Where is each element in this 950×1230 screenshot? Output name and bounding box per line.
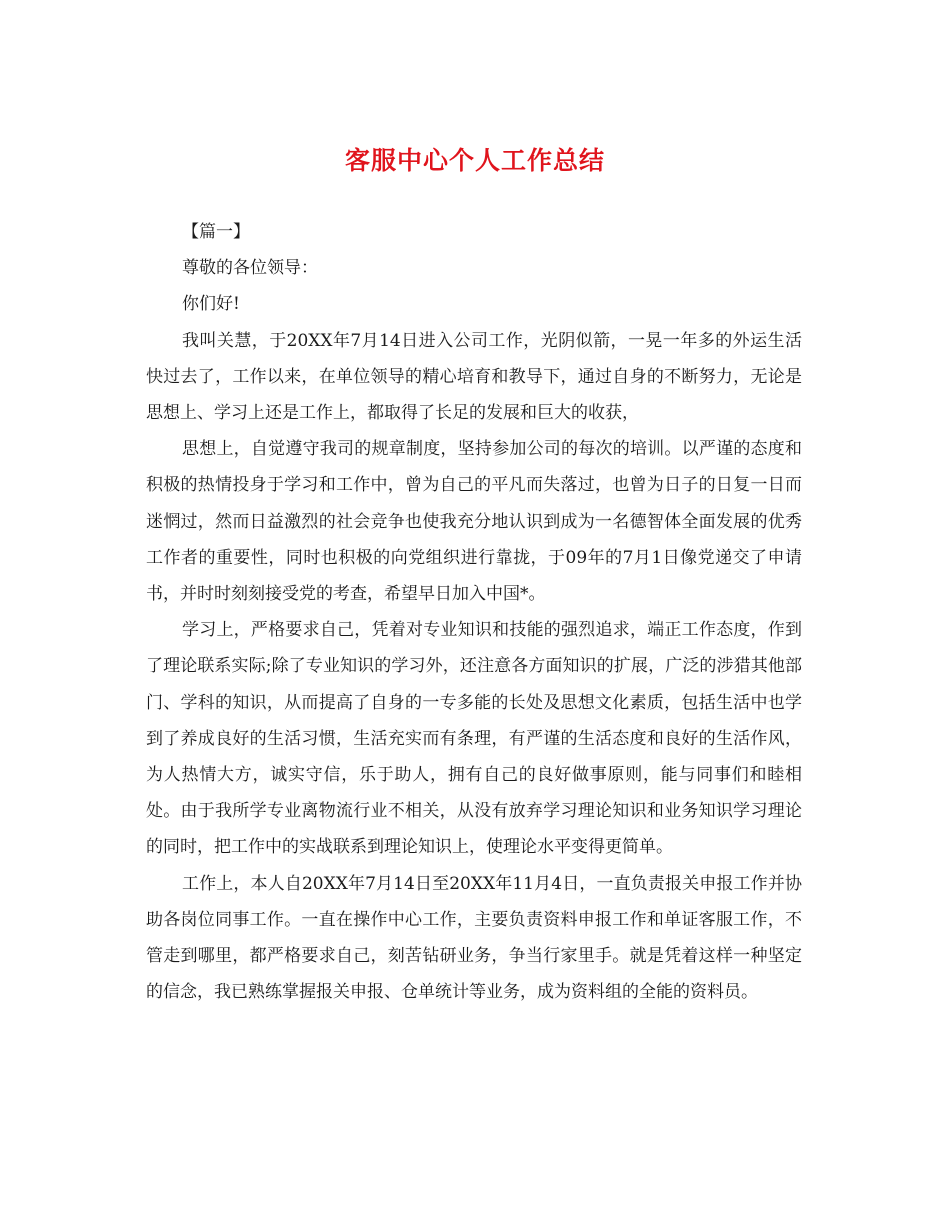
salutation: 尊敬的各位领导： [182, 258, 318, 279]
greeting: 你们好! [182, 294, 240, 315]
document-title: 客服中心个人工作总结 [344, 146, 605, 175]
paragraph-thought: 思想上，自觉遵守我司的规章制度，坚持参加公司的每次的培训。以严谨的态度和积极的热情投身于学习和工作中，曾为自己的平凡而失落过，也曾为日子的日复一日而迷惘过，然而日益激烈的社会竞争也使我充分地认识到成为一名德智体全面发展的优秀工作者的重要性，同时也积极的向党组织进行靠拢，于09年的7月1日像党递交了申请书，并时时刻刻接受党的考查，希望早日加入中国*。 [146, 439, 802, 605]
paragraph-intro: 我叫关慧，于20XX年7月14日进入公司工作，光阴似箭，一晃一年多的外运生活快过去了，工作以来，在单位领导的精心培育和教导下，通过自身的不断努力，无论是思想上、学习上还是工作上，都取得了长足的发展和巨大的收获， [146, 330, 802, 424]
section-label: 【篇一】 [182, 222, 250, 242]
paragraph-study: 学习上，严格要求自己，凭着对专业知识和技能的强烈追求，端正工作态度，作到了理论联系实际;除了专业知识的学习外，还注意各方面知识的扩展，广泛的涉猎其他部门、学科的知识，从而提高了自身的一专多能的长处及思想文化素质，包括生活中也学到了养成良好的生活习惯，生活充实而有条理，有严谨的生活态度和良好的生活作风，为人热情大方，诚实守信，乐于助人，拥有自己的良好做事原则，能与同事们和睦相处。由于我所学专业离物流行业不相关，从没有放弃学习理论知识和业务知识学习理论的同时，把工作中的实战联系到理论知识上，使理论水平变得更简单。 [146, 620, 802, 858]
document-body [146, 214, 802, 1010]
paragraph-work: 工作上，本人自20XX年7月14日至20XX年11月4日，一直负责报关申报工作并协助各岗位同事工作。一直在操作中心工作，主要负责资料申报工作和单证客服工作，不管走到哪里，都严格要求自己，刻苦钻研业务，争当行家里手。就是凭着这样一种坚定的信念，我已熟练掌握报关申报、仓单统计等业务，成为资料组的全能的资料员。 [146, 873, 802, 1003]
